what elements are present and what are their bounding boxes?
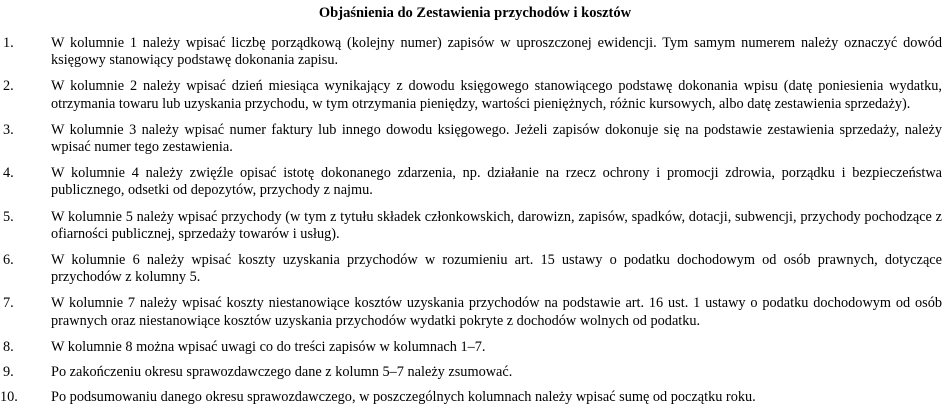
item-text: Po podsumowaniu danego okresu sprawozdawczego, w poszczególnych kolumnach należy wpisać sumę od początku roku.: [51, 389, 756, 406]
item-text: W kolumnie 5 należy wpisać przychody (w tym z tytułu składek członkowskich, darowizn, zapisów, spadków, dotacji, subwencji, przychody pochodzące z ofiarności publicznej, sprzedaży towarów i usług).: [51, 208, 942, 242]
item-number: 1.: [3, 35, 14, 51]
item-text: W kolumnie 8 można wpisać uwagi co do treści zapisów w kolumnach 1–7.: [51, 338, 486, 355]
item-text: Po zakończeniu okresu sprawozdawczego dane z kolumn 5–7 należy zsumować.: [51, 364, 513, 381]
item-number: 7.: [3, 295, 14, 312]
item-text: W kolumnie 2 należy wpisać dzień miesiąca wynikający z dowodu księgowego stanowiącego podstawę dokonania wpisu (datę poniesienia wydatku, otrzymania towaru lub uzyskania przychodu, w tym otrzymania pieniędzy, wartości pieniężnych, różnic kursowych, albo datę zestawienia sprzedaży).: [51, 78, 942, 112]
list-item: [0, 209, 950, 243]
list-item: [0, 339, 950, 356]
list-item: [0, 364, 950, 381]
list-item: [0, 165, 950, 199]
list-item: [0, 389, 950, 406]
document-title: Objaśnienia do Zestawienia przychodów i kosztów: [318, 5, 632, 21]
item-number: 2.: [3, 78, 14, 95]
item-number: 4.: [3, 165, 14, 182]
item-number: 9.: [3, 364, 14, 381]
item-text: W kolumnie 1 należy wpisać liczbę porządkową (kolejny numer) zapisów w uproszczonej ewidencji. Tym samym numerem należy oznaczyć dowód księgowy stanowiący podstawę dokonania zapisu.: [51, 35, 942, 69]
list-item: [0, 78, 950, 112]
item-number: 5.: [3, 208, 14, 225]
list-item: [0, 35, 950, 69]
item-text: W kolumnie 6 należy wpisać koszty uzyskania przychodów w rozumieniu art. 15 ustawy o podatku dochodowym od osób prawnych, dotyczące przychodów z kolumny 5.: [51, 252, 942, 286]
item-number: 8.: [3, 338, 14, 355]
item-number: 10.: [0, 389, 18, 406]
item-text: W kolumnie 7 należy wpisać koszty niestanowiące kosztów uzyskania przychodów na podstawie art. 16 ust. 1 ustawy o podatku dochodowym od osób prawnych oraz niestanowiące kosztów uzyskania przychodów wydatki pokryte z dochodów wolnych od podatku.: [51, 295, 942, 329]
item-number: 6.: [3, 252, 14, 269]
list-item: [0, 295, 950, 329]
list-item: [0, 122, 950, 156]
explanations-list: [0, 35, 950, 414]
item-number: 3.: [3, 121, 14, 138]
item-text: W kolumnie 3 należy wpisać numer faktury lub innego dowodu księgowego. Jeżeli zapisów dokonuje się na podstawie zestawienia sprzedaży, należy wpisać numer tego zestawienia.: [51, 121, 942, 156]
list-item: [0, 252, 950, 286]
item-text: W kolumnie 4 należy zwięźle opisać istotę dokonanego zdarzenia, np. działanie na rzecz ochrony i promocji zdrowia, porządku i bezpieczeństwa publicznego, odsetki od depozytów, przychody z najmu.: [51, 165, 942, 199]
